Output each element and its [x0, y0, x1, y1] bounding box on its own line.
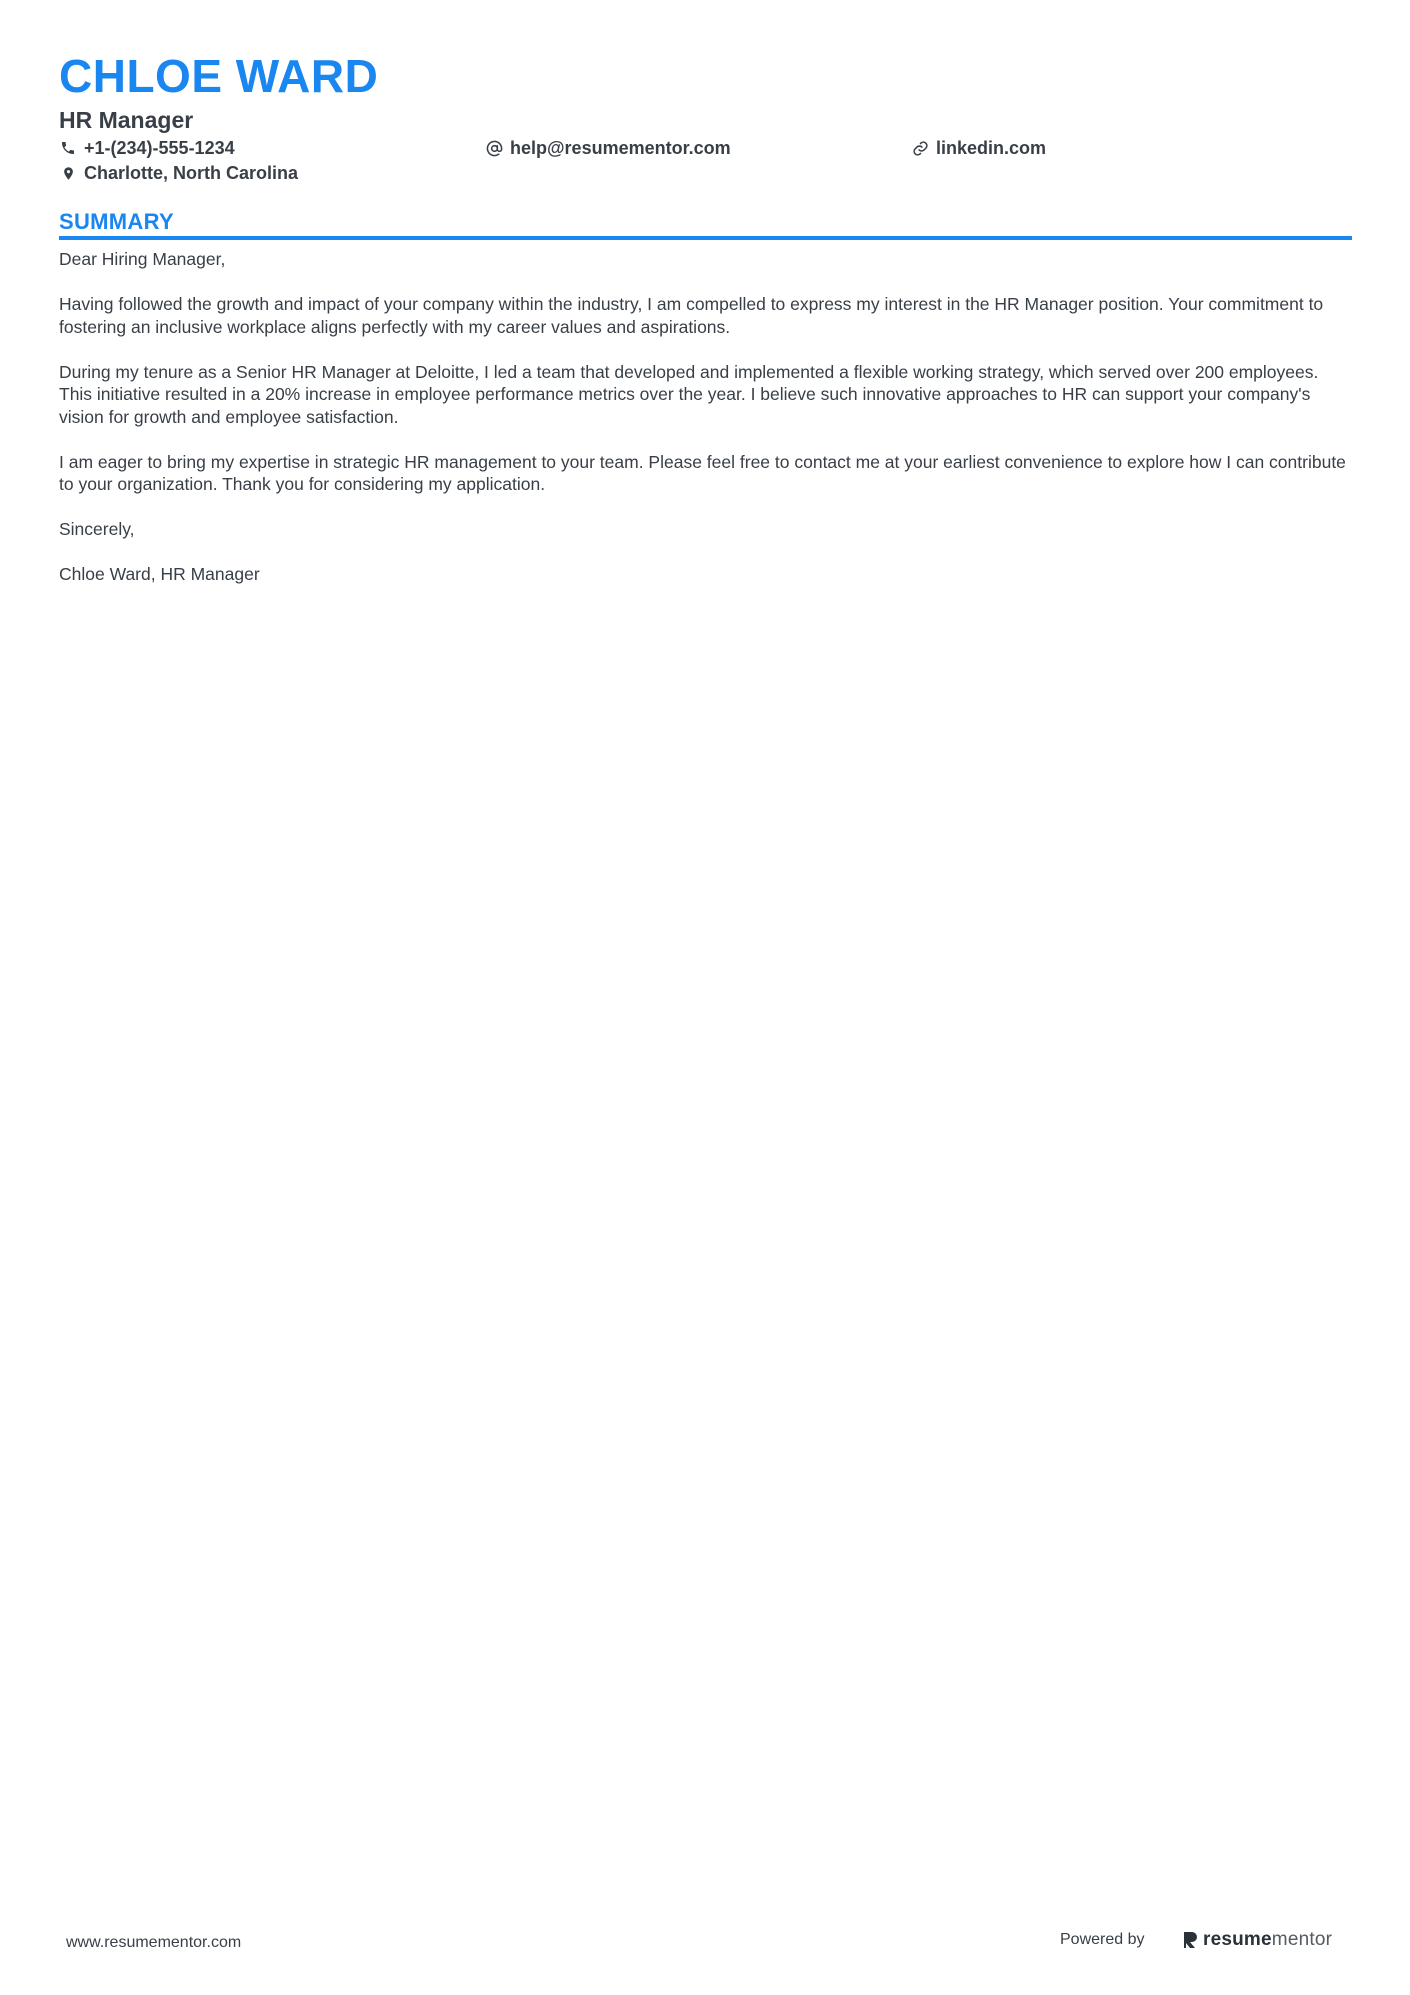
phone-icon	[59, 139, 77, 157]
footer-brand-logo[interactable]	[1182, 1927, 1332, 1953]
salutation: Dear Hiring Manager,	[59, 249, 226, 269]
contact-email[interactable]	[485, 136, 731, 160]
at-icon	[485, 139, 503, 157]
contact-location-text: Charlotte, North Carolina	[84, 163, 299, 183]
candidate-name: CHLOE WARD	[59, 50, 379, 102]
contact-linkedin-text[interactable]: linkedin.com	[936, 138, 1047, 158]
contact-linkedin[interactable]	[911, 136, 1046, 160]
contact-phone-text: +1-(234)-555-1234	[84, 138, 235, 158]
resumementor-logo-icon	[1182, 1930, 1198, 1950]
link-icon	[911, 139, 929, 157]
contact-location	[59, 161, 298, 185]
footer-powered-by: Powered by	[1060, 1931, 1145, 1948]
summary-divider	[59, 236, 1352, 240]
map-pin-icon	[59, 164, 77, 182]
footer-website-link[interactable]: www.resumementor.com	[66, 1934, 242, 1951]
footer-brand-text	[1203, 1928, 1332, 1952]
closing: Sincerely,	[59, 519, 135, 539]
contact-phone	[59, 136, 235, 160]
contact-email-text[interactable]: help@resumementor.com	[510, 138, 731, 158]
letter-paragraph: During my tenure as a Senior HR Manager at Deloitte, I led a team that developed and implemented a flexible working strategy, which served over 200 employees. This initiative resulted in a 20% increase in employee performance metrics over the year. I believe such innovative approaches to HR can support your company's vision for growth and employee satisfaction.	[59, 361, 1319, 427]
letter-paragraph: Having followed the growth and impact of your company within the industry, I am compelled to express my interest in the HR Manager position. Your commitment to fostering an inclusive workplace aligns perfectly with my career values and aspirations.	[59, 294, 1324, 337]
brand-text-resume: resume	[1203, 1929, 1272, 1950]
signature: Chloe Ward, HR Manager	[59, 564, 260, 584]
brand-text-mentor: mentor	[1271, 1929, 1333, 1950]
candidate-role: HR Manager	[59, 107, 194, 133]
summary-body	[59, 248, 1352, 608]
letter-paragraph: I am eager to bring my expertise in strategic HR management to your team. Please feel free to contact me at your earliest convenience to explore how I can contribute to your organization. Thank you for considering my application.	[59, 451, 1346, 494]
summary-heading: SUMMARY	[59, 209, 174, 234]
